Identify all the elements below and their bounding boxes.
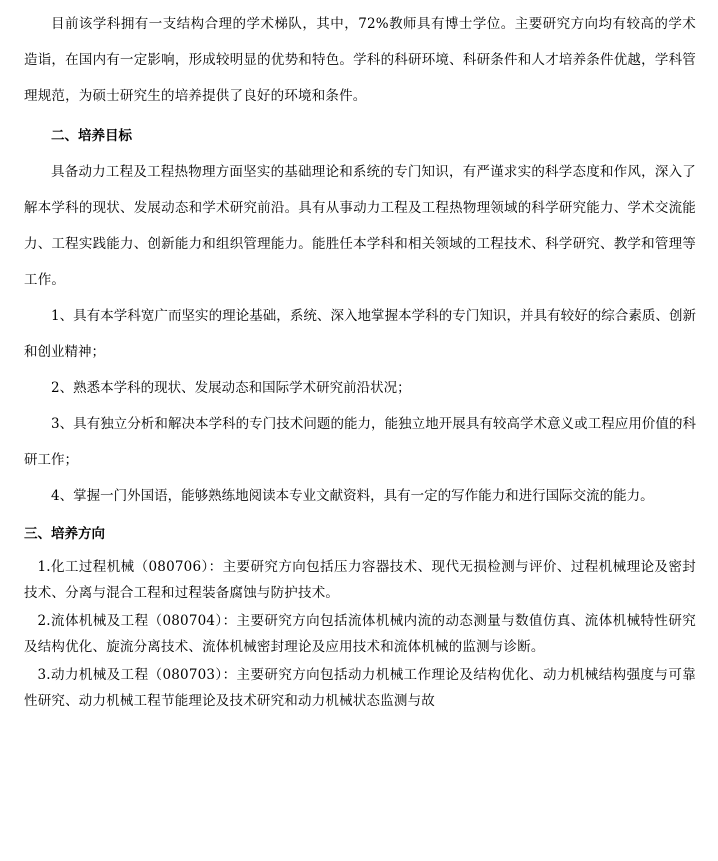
paragraph-direction-power-machinery: 3.动力机械及工程（080703）：主要研究方向包括动力机械工作理论及结构优化、动力机械结构强度与可靠性研究、动力机械工程节能理论及技术研究和动力机械状态监测与故 — [24, 667, 696, 709]
training-directions-list — [24, 554, 696, 714]
paragraph-objective-4: 4、掌握一门外国语，能够熟练地阅读本专业文献资料，具有一定的写作能力和进行国际交流的能力。 — [51, 488, 654, 504]
paragraph-training-objectives-body: 具备动力工程及工程热物理方面坚实的基础理论和系统的专门知识，有严谨求实的科学态度和作风，深入了解本学科的现状、发展动态和学术研究前沿。具有从事动力工程及工程热物理领域的科学研究能力、学术交流能力、工程实践能力、创新能力和组织管理能力。能胜任本学科和相关领域的工程技术、科学研究、教学和管理等工作。 — [24, 164, 696, 288]
paragraph-direction-chemical-process-machinery: 1.化工过程机械（080706）：主要研究方向包括压力容器技术、现代无损检测与评价、过程机械理论及密封技术、分离与混合工程和过程装备腐蚀与防护技术。 — [24, 559, 696, 601]
paragraph-objective-1: 1、具有本学科宽广而坚实的理论基础，系统、深入地掌握本学科的专门知识，并具有较好的综合素质、创新和创业精神； — [24, 308, 696, 360]
section-heading-training-objectives: 二、培养目标 — [51, 128, 132, 144]
paragraph-objective-2: 2、熟悉本学科的现状、发展动态和国际学术研究前沿状况； — [51, 380, 411, 396]
paragraph-objective-3: 3、具有独立分析和解决本学科的专门技术问题的能力，能独立地开展具有较高学术意义或工程应用价值的科研工作； — [24, 416, 696, 468]
paragraph-direction-fluid-machinery: 2.流体机械及工程（080704）：主要研究方向包括流体机械内流的动态测量与数值仿真、流体机械特性研究及结构优化、旋流分离技术、流体机械密封理论及应用技术和流体机械的监测与诊断。 — [24, 613, 696, 655]
paragraph-faculty-overview: 目前该学科拥有一支结构合理的学术梯队，其中，72%教师具有博士学位。主要研究方向均有较高的学术造诣，在国内有一定影响，形成较明显的优势和特色。学科的科研环境、科研条件和人才培养条件优越，学科管理规范，为硕士研究生的培养提供了良好的环境和条件。 — [24, 16, 696, 104]
section-heading-training-directions: 三、培养方向 — [24, 526, 105, 542]
